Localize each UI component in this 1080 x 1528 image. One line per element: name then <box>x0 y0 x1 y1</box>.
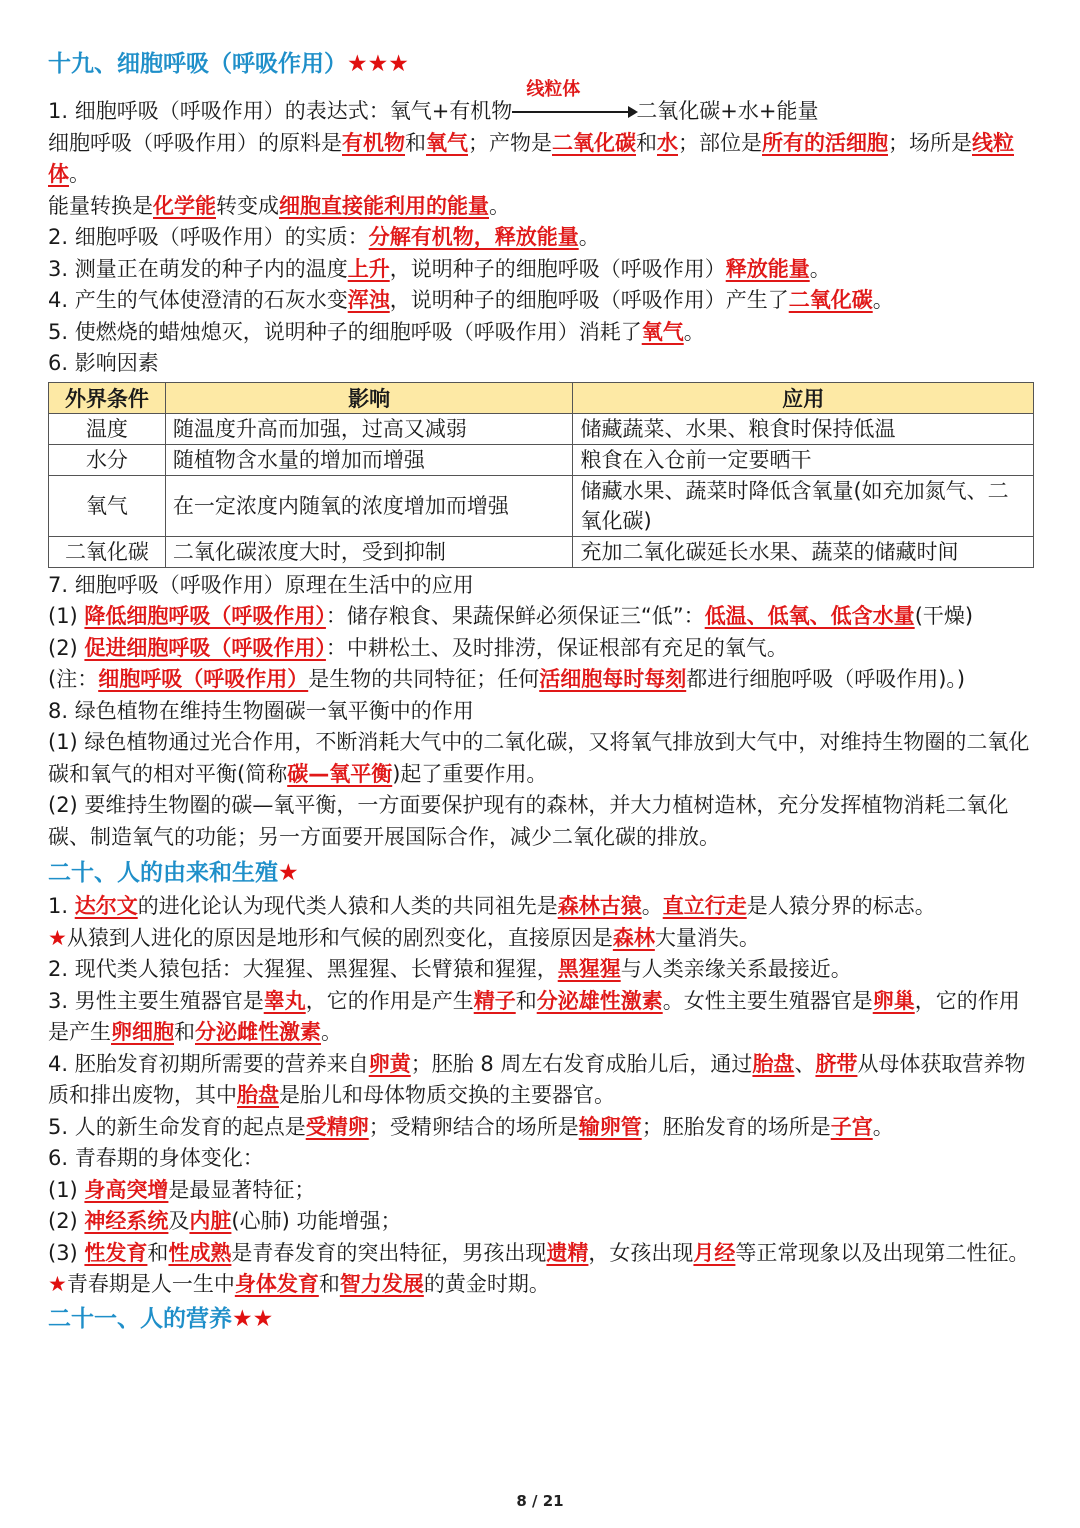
equation-reactants: 1. 细胞呼吸（呼吸作用）的表达式：氧气+有机物 <box>48 99 513 123</box>
importance-stars: ★★ <box>232 1305 274 1332</box>
star-icon: ★ <box>48 1272 67 1296</box>
table-cell: 在一定浓度内随氧的浓度增加而增强 <box>165 475 573 536</box>
column-header: 应用 <box>573 382 1034 413</box>
table-cell: 随植物含水量的增加而增强 <box>165 444 573 475</box>
table-header-row <box>49 382 1034 413</box>
reaction-arrow <box>512 79 636 122</box>
table-cell: 储藏蔬菜、水果、粮食时保持低温 <box>573 413 1034 444</box>
temperature-line: 3. 测量正在萌发的种子内的温度上升，说明种子的细胞呼吸（呼吸作用）释放能量。 <box>48 256 831 281</box>
arrow-icon <box>512 111 630 113</box>
table-cell: 水分 <box>49 444 166 475</box>
factors-heading: 6. 影响因素 <box>48 351 159 375</box>
section-title-text: 十九、细胞呼吸（呼吸作用） <box>48 51 347 77</box>
embryo-paragraph: 4. 胚胎发育初期所需要的营养来自卵黄；胚胎 8 周左右发育成胎儿后，通过胎盘、脐带从母体获取营养物质和排出废物，其中胎盘是胎儿和母体物质交换的主要器官。 <box>48 1051 1026 1107</box>
factors-table <box>48 382 1034 568</box>
column-header: 影响 <box>165 382 573 413</box>
table-cell: 粮食在入仓前一定要晒干 <box>573 444 1034 475</box>
table-row <box>49 444 1034 475</box>
arrow-label: 线粒体 <box>526 79 581 100</box>
star-icon: ★ <box>48 925 67 950</box>
table-row <box>49 475 1034 536</box>
table-cell: 充加二氧化碳延长水果、蔬菜的储藏时间 <box>573 536 1034 567</box>
section-title-text: 二十、人的由来和生殖 <box>48 860 278 886</box>
evolution-cause-line: ★从猿到人进化的原因是地形和气候的剧烈变化，直接原因是森林大量消失。 <box>48 925 760 950</box>
table-row <box>49 536 1034 567</box>
limewater-line: 4. 产生的气体使澄清的石灰水变浑浊，说明种子的细胞呼吸（呼吸作用）产生了二氧化碳。 <box>48 288 894 312</box>
puberty-item-2: (2) 神经系统及内脏(心肺) 功能增强； <box>48 1209 402 1233</box>
document-page <box>48 46 1036 1337</box>
application-heading: 7. 细胞呼吸（呼吸作用）原理在生活中的应用 <box>48 572 474 597</box>
darwin-paragraph: 1. 达尔文的进化论认为现代类人猿和人类的共同祖先是森林古猿。直立行走是人猿分界的标志。 <box>48 894 936 918</box>
equation-products: 二氧化碳+水+能量 <box>636 99 819 123</box>
reduce-respiration-item: (1) 降低细胞呼吸（呼吸作用）：储存粮食、果蔬保鲜必须保证三“低”：低温、低氧、低含水量(干燥) <box>48 604 974 628</box>
table-cell: 二氧化碳浓度大时，受到抑制 <box>165 536 573 567</box>
importance-stars: ★★★ <box>347 51 409 77</box>
new-life-line: 5. 人的新生命发育的起点是受精卵；受精卵结合的场所是输卵管；胚胎发育的场所是子宫。 <box>48 1114 894 1139</box>
raw-materials-paragraph: 细胞呼吸（呼吸作用）的原料是有机物和氧气；产物是二氧化碳和水；部位是所有的活细胞；场所是线粒体。 <box>48 130 1014 186</box>
table-cell: 二氧化碳 <box>49 536 166 567</box>
table-cell: 储藏水果、蔬菜时降低含氧量(如充加氮气、二氧化碳) <box>573 475 1034 536</box>
section-20-title <box>48 855 1036 891</box>
energy-conversion-line: 能量转换是化学能转变成细胞直接能利用的能量。 <box>48 193 510 218</box>
importance-stars: ★ <box>278 860 299 886</box>
column-header: 外界条件 <box>49 382 166 413</box>
carbon-oxygen-item-2: (2) 要维持生物圈的碳—氧平衡，一方面要保护现有的森林，并大力植树造林，充分发挥植物消耗二氧化碳、制造氧气的功能；另一方面要开展国际合作，减少二氧化碳的排放。 <box>48 793 1009 849</box>
table-cell: 温度 <box>49 413 166 444</box>
table-cell: 随温度升高而加强，过高又减弱 <box>165 413 573 444</box>
carbon-oxygen-heading: 8. 绿色植物在维持生物圈碳一氧平衡中的作用 <box>48 698 474 723</box>
reproductive-organs-paragraph: 3. 男性主要生殖器官是睾丸，它的作用是产生精子和分泌雄性激素。女性主要生殖器官是卵巢，它的作用是产生卵细胞和分泌雌性激素。 <box>48 988 1020 1044</box>
essence-line: 2. 细胞呼吸（呼吸作用）的实质：分解有机物，释放能量。 <box>48 225 600 249</box>
note-paragraph: (注：细胞呼吸（呼吸作用）是生物的共同特征；任何活细胞每时每刻都进行细胞呼吸（呼吸作用)。) <box>48 667 966 691</box>
table-cell: 氧气 <box>49 475 166 536</box>
candle-line: 5. 使燃烧的蜡烛熄灭，说明种子的细胞呼吸（呼吸作用）消耗了氧气。 <box>48 319 705 344</box>
puberty-item-3: (3) 性发育和性成熟是青春发育的突出特征，男孩出现遗精，女孩出现月经等正常现象以及出现第二性征。 <box>48 1240 1030 1265</box>
puberty-item-1: (1) 身高突增是最显著特征； <box>48 1177 316 1202</box>
apes-line: 2. 现代类人猿包括：大猩猩、黑猩猩、长臂猿和猩猩，黑猩猩与人类亲缘关系最接近。 <box>48 957 852 981</box>
golden-period-line: ★青春期是人一生中身体发育和智力发展的黄金时期。 <box>48 1272 550 1296</box>
section-title-text: 二十一、人的营养 <box>48 1305 232 1332</box>
puberty-heading: 6. 青春期的身体变化： <box>48 1146 264 1170</box>
promote-respiration-item: (2) 促进细胞呼吸（呼吸作用）：中耕松土、及时排涝，保证根部有充足的氧气。 <box>48 635 788 660</box>
section-21-title <box>48 1301 1036 1337</box>
page-number: 8 / 21 <box>516 1492 564 1510</box>
respiration-equation <box>48 79 1036 128</box>
carbon-oxygen-item-1: (1) 绿色植物通过光合作用，不断消耗大气中的二氧化碳，又将氧气排放到大气中，对维持生物圈的二氧化碳和氧气的相对平衡(简称碳—氧平衡)起了重要作用。 <box>48 730 1030 786</box>
table-row <box>49 413 1034 444</box>
